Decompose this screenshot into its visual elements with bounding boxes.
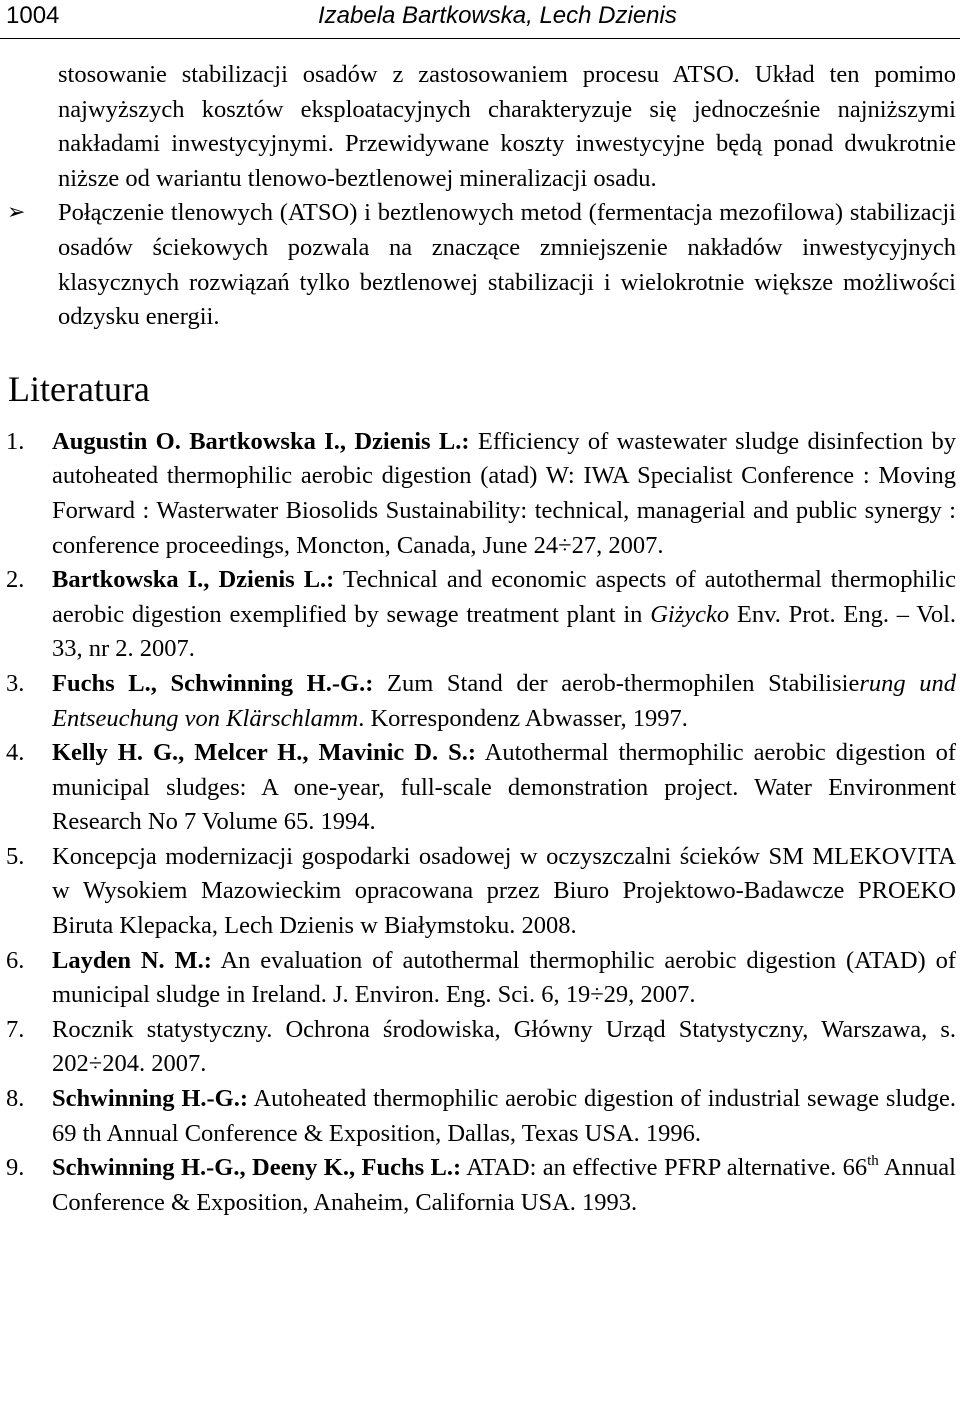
reference-item xyxy=(6,1082,956,1151)
reference-item xyxy=(6,425,956,563)
reference-text: Autothermal thermophilic aerobic digestion of municipal sludges: A one-year, full-scale demonstration project. Water Environment Research No 7 Volume 65. 1994. xyxy=(52,739,956,836)
reference-number: 3. xyxy=(6,669,25,697)
reference-italic-text: Giżycko xyxy=(650,600,730,628)
reference-superscript: th xyxy=(867,1153,879,1170)
reference-text: Efficiency of wastewater sludge disinfection by autoheated thermophilic aerobic digestion (atad) W: IWA Specialist Conference : Moving Forward : Wasterwater Biosolids Sustainability: technical, managerial and public synergy : conference proceedings, Moncton, Canada, June 24÷27, 2007. xyxy=(52,427,956,559)
reference-text: An evaluation of autothermal thermophilic aerobic digestion (ATAD) of municipal sludge in Ireland. J. Environ. Eng. Sci. 6, 19÷29, 2007. xyxy=(52,946,956,1009)
reference-item xyxy=(6,840,956,944)
reference-item xyxy=(6,1013,956,1082)
reference-text: ATAD: an effective PFRP alternative. 66 xyxy=(466,1154,868,1182)
reference-italic-text: rung und Entseuchung von Klärschlamm xyxy=(52,669,956,732)
reference-text-cont: . Korrespondenz Abwasser, 1997. xyxy=(358,704,688,732)
reference-authors: Fuchs L., Schwinning H.-G.: xyxy=(52,669,374,697)
reference-text: Technical and economic aspects of autothermal thermophilic aerobic digestion exemplified by sewage treatment plant in xyxy=(52,566,956,628)
reference-authors: Schwinning H.-G.: xyxy=(52,1085,249,1113)
reference-number: 9. xyxy=(6,1154,25,1182)
literature-heading: Literatura xyxy=(8,368,150,409)
reference-number: 5. xyxy=(6,842,25,870)
reference-authors: Augustin O. Bartkowska I., Dzienis L.: xyxy=(52,427,470,455)
bullet-text: Połączenie tlenowych (ATSO) i beztlenowych metod (fermentacja mezofilowa) stabilizacji osadów ściekowych pozwala na znaczące zmniejszenie nakładów inwestycyjnych klasycznych rozwiązań tylko beztlenowej stabilizacji i wielokrotnie większe możliwości odzysku energii. xyxy=(58,199,956,331)
reference-item xyxy=(6,563,956,667)
reference-authors: Bartkowska I., Dzienis L.: xyxy=(52,566,335,594)
page-number: 1004 xyxy=(6,2,60,29)
reference-item xyxy=(6,736,956,840)
reference-number: 6. xyxy=(6,946,25,974)
reference-item xyxy=(6,944,956,1013)
reference-text: Rocznik statystyczny. Ochrona środowiska, Główny Urząd Statystyczny, Warszawa, s. 202÷204. 2007. xyxy=(52,1015,956,1078)
reference-number: 1. xyxy=(6,427,25,455)
bullet-point xyxy=(7,196,956,334)
reference-authors: Schwinning H.-G., Deeny K., Fuchs L.: xyxy=(52,1154,462,1182)
reference-number: 4. xyxy=(6,739,25,767)
reference-authors: Layden N. M.: xyxy=(52,946,212,974)
body-paragraph: stosowanie stabilizacji osadów z zastosowaniem procesu ATSO. Układ ten pomimo najwyższych kosztów eksploatacyjnych charakteryzuje się jednocześnie najniższymi nakładami inwestycyjnymi. Przewidywane koszty inwestycyjne będą ponad dwukrotnie niższe od wariantu tlenowo-beztlenowej mineralizacji osadu. xyxy=(58,61,956,192)
reference-text-cont: Annual Conference & Exposition, Anaheim, California USA. 1993. xyxy=(52,1154,956,1216)
reference-text-cont: Env. Prot. Eng. – Vol. 33, nr 2. 2007. xyxy=(52,600,956,663)
reference-number: 2. xyxy=(6,566,25,594)
page-content xyxy=(0,58,960,1220)
running-head: Izabela Bartkowska, Lech Dzienis xyxy=(318,2,677,29)
page-header xyxy=(0,0,960,39)
reference-list xyxy=(0,425,960,1221)
reference-item xyxy=(6,1151,956,1220)
arrow-bullet-icon: ➢ xyxy=(7,200,26,226)
reference-item xyxy=(6,667,956,736)
reference-text: Autoheated thermophilic aerobic digestion of industrial sewage sludge. 69 th Annual Conference & Exposition, Dallas, Texas USA. 1996. xyxy=(52,1085,956,1147)
reference-authors: Kelly H. G., Melcer H., Mavinic D. S.: xyxy=(52,739,477,767)
reference-text: Koncepcja modernizacji gospodarki osadowej w oczyszczalni ścieków SM MLEKOVITA w Wysokiem Mazowieckim opracowana przez Biuro Projektowo-Badawcze PROEKO Biruta Klepacka, Lech Dzienis w Białymstoku. 2008. xyxy=(52,842,956,940)
reference-text: Zum Stand der aerob-thermophilen Stabilisie xyxy=(387,669,860,697)
reference-number: 8. xyxy=(6,1085,25,1113)
reference-number: 7. xyxy=(6,1015,25,1043)
